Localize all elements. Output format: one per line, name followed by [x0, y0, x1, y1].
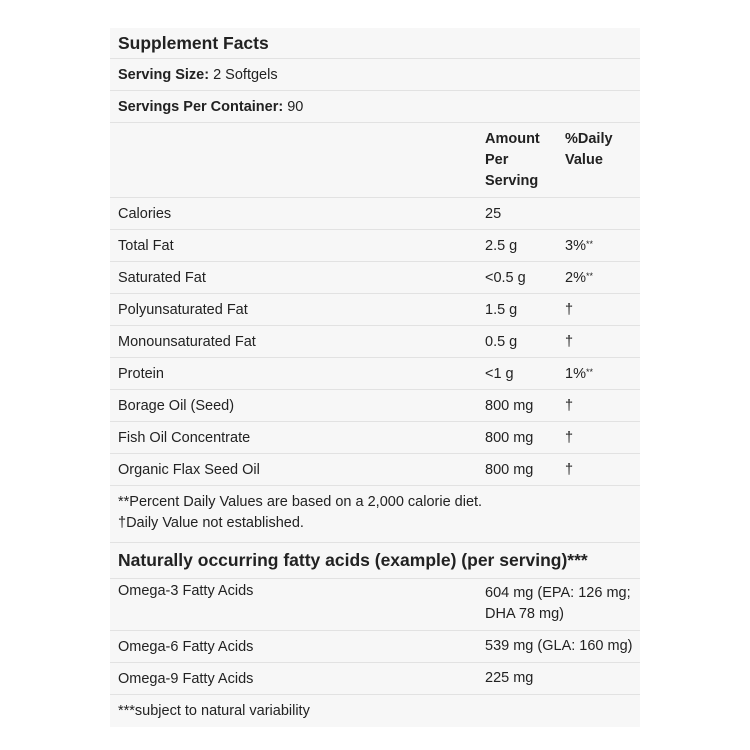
nutrient-name: Total Fat [118, 237, 174, 254]
fatty-acid-amount: 539 mg (GLA: 160 mg) [485, 638, 633, 654]
servings-per-container-row [110, 91, 640, 123]
nutrient-row [110, 390, 640, 422]
serving-size-row [110, 59, 640, 91]
note-percent-daily: **Percent Daily Values are based on a 2,000 calorie diet. [118, 494, 483, 510]
panel-title: Supplement Facts [110, 28, 640, 59]
nutrient-row [110, 358, 640, 390]
nutrient-amount: <1 g [485, 365, 514, 382]
fatty-acid-amount: 225 mg [485, 670, 534, 686]
nutrient-name: Polyunsaturated Fat [118, 301, 248, 318]
nutrient-amount: 2.5 g [485, 237, 518, 254]
daily-value-number: † [565, 301, 574, 318]
nutrient-name: Organic Flax Seed Oil [118, 461, 260, 478]
nutrient-name: Monounsaturated Fat [118, 333, 256, 350]
daily-value-number: † [565, 397, 574, 414]
column-header-row [110, 123, 640, 198]
nutrient-daily-value [565, 270, 640, 286]
fatty-acid-row [110, 579, 640, 631]
nutrient-row [110, 198, 640, 230]
daily-value-mark: ** [585, 238, 593, 249]
daily-value-number: † [565, 333, 574, 350]
nutrient-amount: 0.5 g [485, 333, 518, 350]
daily-value-mark: ** [585, 270, 593, 281]
serving-size-label: Serving Size: [118, 66, 210, 83]
nutrient-amount: <0.5 g [485, 269, 526, 286]
daily-value-number: 2% [565, 269, 586, 286]
nutrient-amount: 800 mg [485, 429, 534, 446]
servings-per-container-value: 90 [287, 98, 304, 115]
fatty-acid-amount: 604 mg (EPA: 126 mg; DHA 78 mg) [485, 585, 631, 622]
header-amount: Amount Per Serving [485, 131, 540, 189]
nutrient-daily-value [565, 366, 640, 382]
nutrient-row [110, 262, 640, 294]
nutrient-amount: 25 [485, 205, 502, 222]
nutrient-row [110, 294, 640, 326]
nutrient-row [110, 326, 640, 358]
nutrient-row [110, 230, 640, 262]
nutrient-row [110, 422, 640, 454]
footnote: ***subject to natural variability [118, 703, 310, 719]
supplement-facts-panel [110, 28, 640, 727]
nutrient-name: Saturated Fat [118, 269, 206, 286]
nutrient-amount: 800 mg [485, 397, 534, 414]
fatty-acid-row [110, 663, 640, 695]
fatty-acid-name: Omega-9 Fatty Acids [118, 670, 254, 687]
serving-size-value: 2 Softgels [213, 66, 278, 83]
fatty-acids-title: Naturally occurring fatty acids (example) (per serving)*** [110, 543, 640, 579]
nutrient-amount: 1.5 g [485, 301, 518, 318]
nutrient-daily-value [565, 334, 640, 350]
nutrient-list [110, 198, 640, 486]
daily-value-number: 1% [565, 365, 586, 382]
nutrient-daily-value [565, 462, 640, 478]
nutrient-daily-value [565, 430, 640, 446]
nutrient-daily-value [565, 238, 640, 254]
daily-value-number: † [565, 429, 574, 446]
header-daily-value: %Daily Value [565, 131, 613, 168]
daily-value-mark: ** [585, 366, 593, 377]
fatty-acid-name: Omega-3 Fatty Acids [118, 583, 254, 599]
nutrient-name: Fish Oil Concentrate [118, 429, 251, 446]
fatty-acid-row [110, 631, 640, 663]
notes [110, 486, 640, 543]
fatty-acid-name: Omega-6 Fatty Acids [118, 638, 254, 655]
note-daily-value: †Daily Value not established. [118, 515, 304, 531]
nutrient-name: Protein [118, 365, 164, 382]
nutrient-name: Borage Oil (Seed) [118, 397, 235, 414]
nutrient-name: Calories [118, 205, 172, 222]
nutrient-amount: 800 mg [485, 461, 534, 478]
daily-value-number: † [565, 461, 574, 478]
nutrient-daily-value [565, 302, 640, 318]
servings-per-container-label: Servings Per Container: [118, 98, 284, 115]
daily-value-number: 3% [565, 237, 586, 254]
nutrient-daily-value [565, 398, 640, 414]
nutrient-row [110, 454, 640, 486]
